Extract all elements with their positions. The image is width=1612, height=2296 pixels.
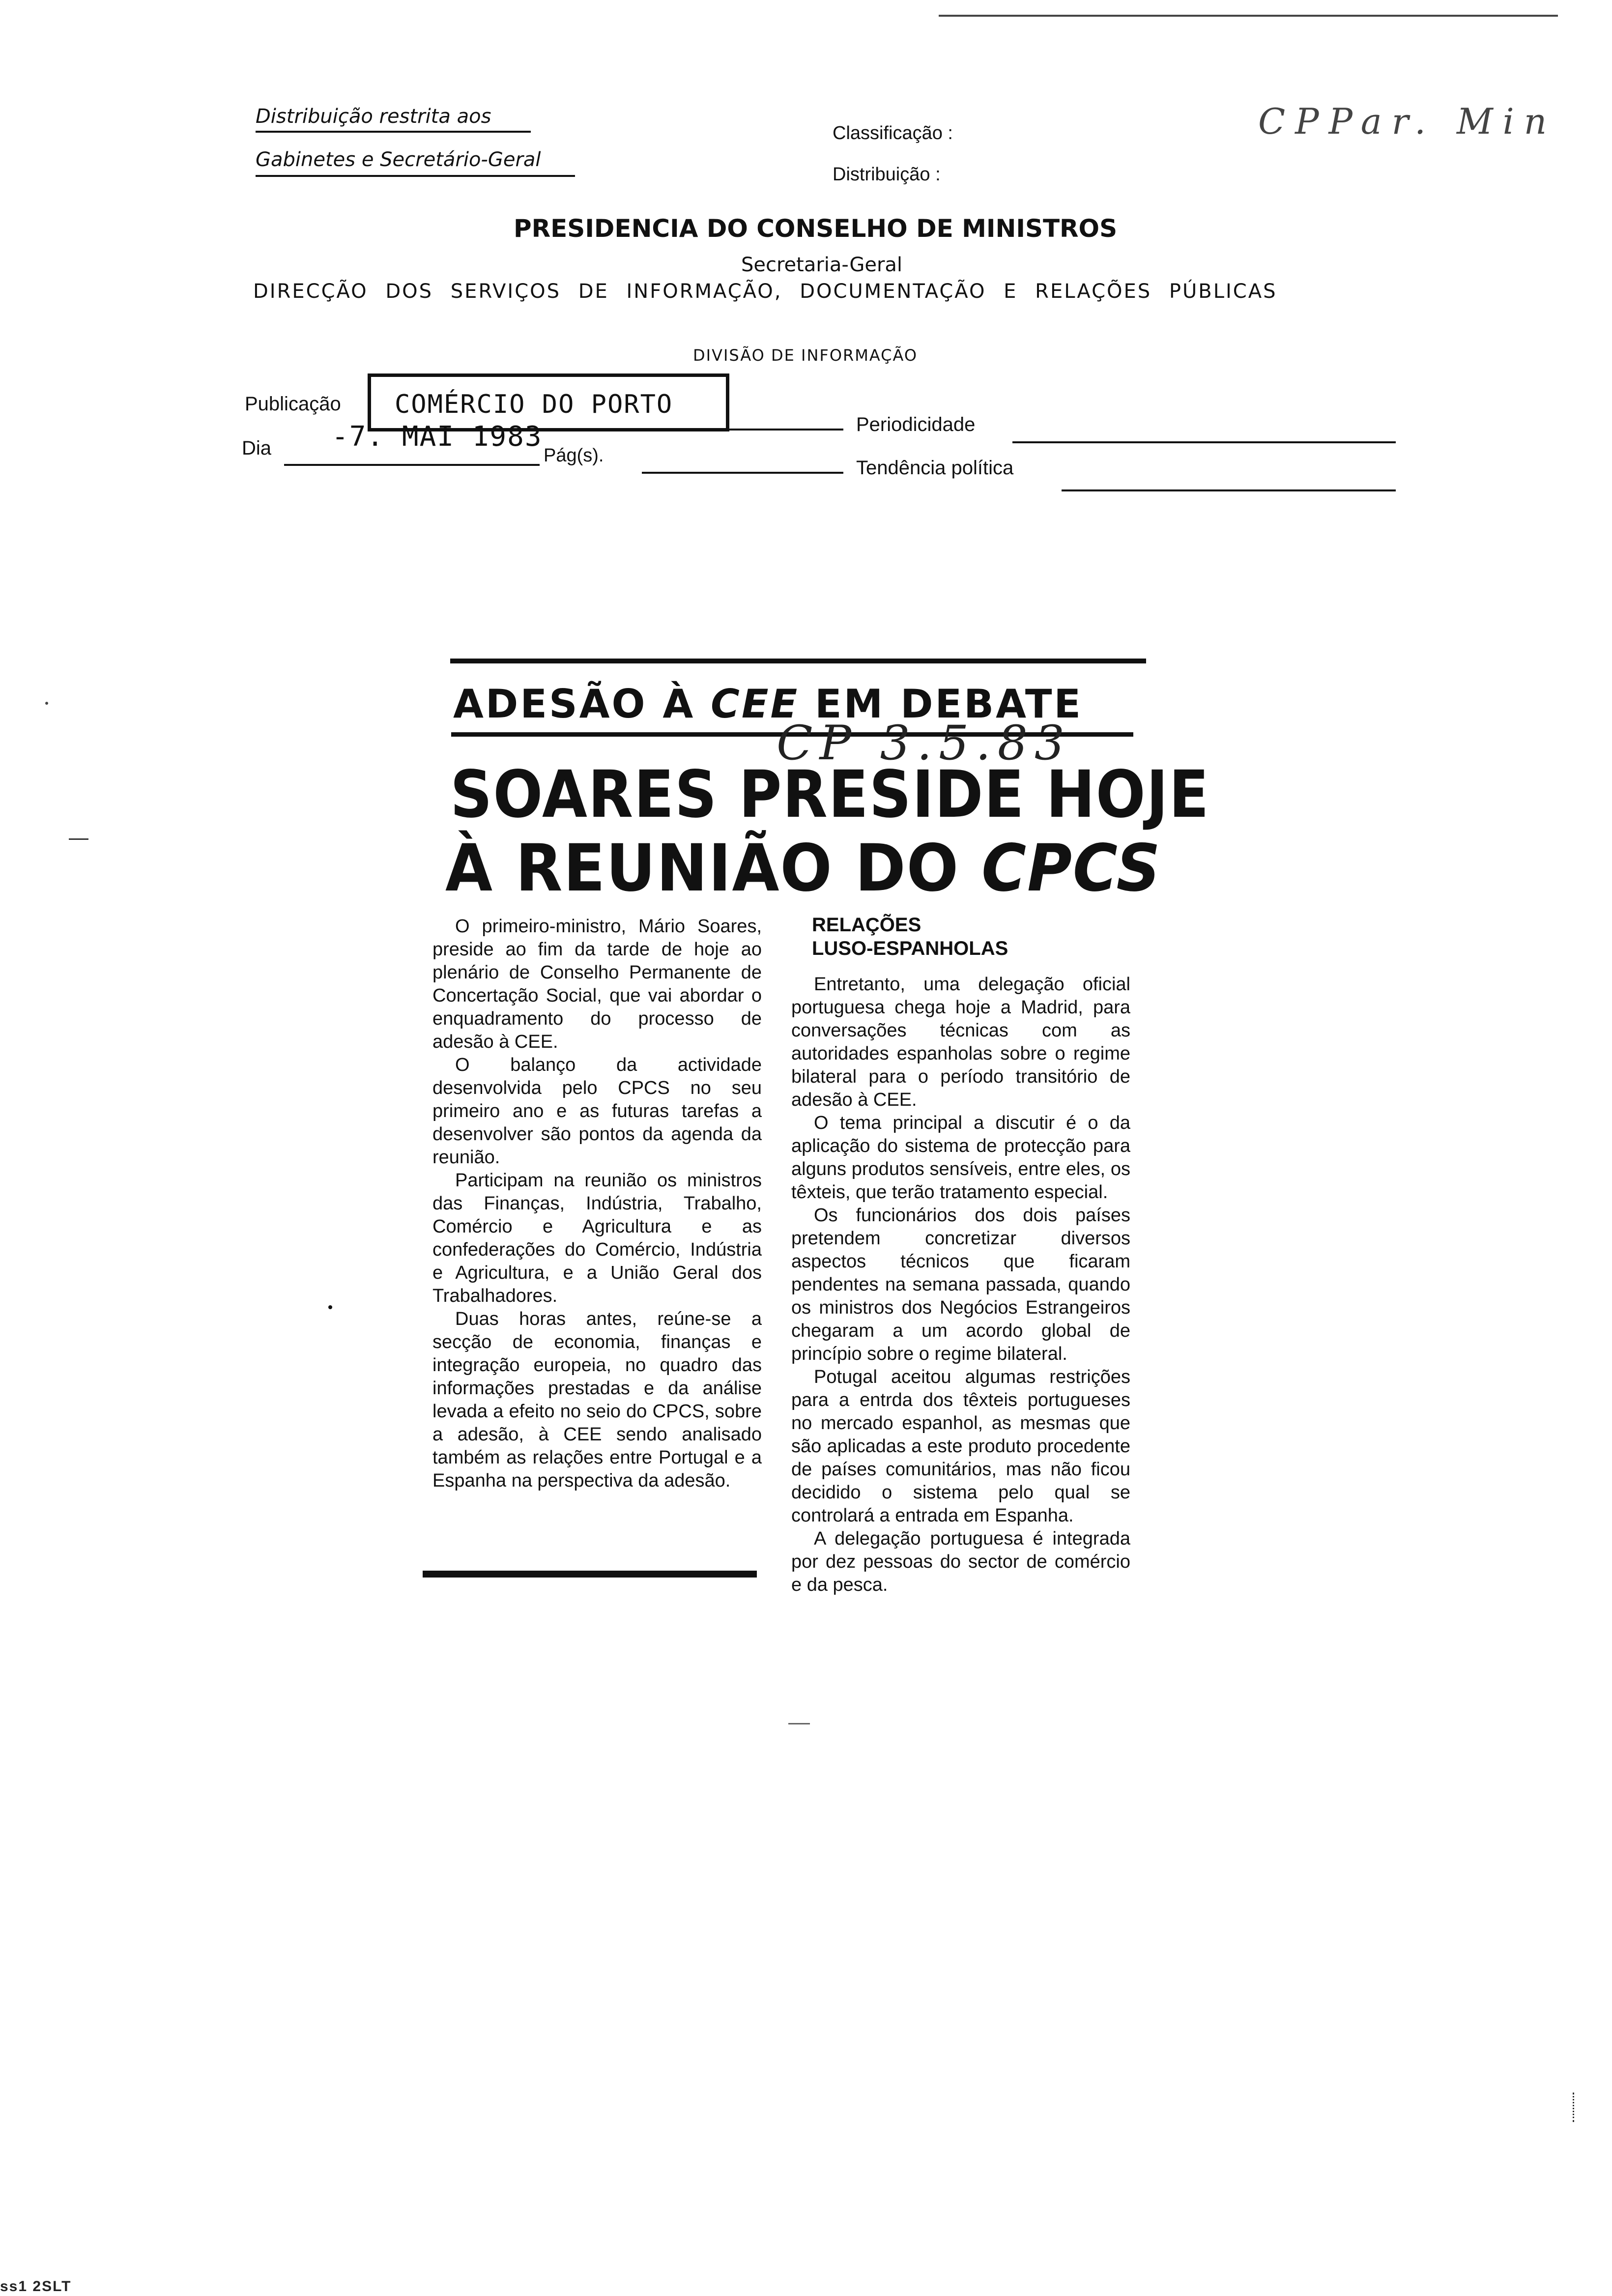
periodicidade-underline	[1012, 441, 1396, 443]
col1-paragraph: Participam na reunião os ministros das Finanças, Indústria, Trabalho, Comércio e Agricultura e as confederações do Comércio, Indústria e Agricultura, e a União Geral dos Trabalhadores.	[432, 1170, 762, 1306]
article-headline-line-2	[445, 831, 1161, 906]
scan-mark-left	[69, 838, 88, 840]
scan-dot	[328, 1305, 332, 1309]
pags-underline	[642, 472, 843, 474]
scan-mark-right	[1573, 2093, 1578, 2122]
dia-underline	[284, 464, 540, 466]
col2-subhead-line-2: LUSO-ESPANHOLAS	[812, 938, 1008, 959]
col2-paragraph: Os funcionários dos dois países pretendem concretizar diversos aspectos técnicos que ficaram pendentes na semana passada, quando os ministros dos Negócios Estrangeiros chegaram a um acordo global de princípio sobre o regime bilateral.	[791, 1205, 1130, 1364]
kicker-part-1: ADESÃO À	[453, 681, 711, 727]
pags-label: Pág(s).	[544, 445, 604, 466]
tendencia-underline	[1062, 489, 1396, 491]
publicacao-value: COMÉRCIO DO PORTO	[395, 390, 673, 419]
classificacao-label: Classificação :	[833, 123, 953, 144]
column-1-end-rule	[423, 1571, 757, 1578]
article-column-2	[791, 973, 1130, 1597]
dia-label: Dia	[242, 437, 272, 459]
col1-paragraph: O primeiro-ministro, Mário Soares, preside ao fim da tarde de hoje ao plenário de Conselho Permanente de Concertação Social, que vai abordar o enquadramento do processo de adesão à CEE.	[432, 916, 762, 1052]
col1-paragraph: O balanço da actividade desenvolvida pelo CPCS no seu primeiro ano e as futuras tarefas a desenvolver são pontos da agenda da reunião.	[432, 1055, 762, 1168]
headline-part-1: À REUNIÃO DO	[445, 831, 982, 906]
kicker-part-3: EM DEBATE	[799, 681, 1083, 727]
column-2-end-dash	[788, 1723, 810, 1724]
kicker-part-cee: CEE	[711, 681, 800, 727]
secretaria: Secretaria-Geral	[741, 254, 903, 276]
restriction-underline-2	[256, 175, 575, 177]
col2-paragraph: Entretanto, uma delegação oficial portuguesa chega hoje a Madrid, para conversações técnicas com as autoridades espanholas sobre o regime bilateral para o período transitório de adesão à CEE.	[791, 974, 1130, 1110]
col2-subhead	[812, 913, 1008, 960]
article-top-rule	[450, 659, 1146, 663]
org-title: PRESIDENCIA DO CONSELHO DE MINISTROS	[514, 214, 1118, 243]
distribuicao-label: Distribuição :	[833, 164, 941, 185]
restriction-line-2: Gabinetes e Secretário-Geral	[256, 148, 541, 171]
margin-mark: ss1 2SLT	[0, 2278, 72, 2295]
restriction-line-1: Distribuição restrita aos	[256, 105, 491, 128]
col2-subhead-line-1: RELAÇÕES	[812, 914, 921, 936]
article-column-1	[432, 915, 762, 1492]
handwritten-note: CPPar. Min	[1258, 101, 1557, 142]
scan-dot	[45, 702, 48, 705]
restriction-underline-1	[256, 131, 531, 133]
dia-value: -7. MAI 1983	[332, 421, 543, 453]
col2-paragraph: A delegação portuguesa é integrada por dez pessoas do sector de comércio e da pesca.	[791, 1528, 1130, 1595]
direccao: DIRECÇÃO DOS SERVIÇOS DE INFORMAÇÃO, DOCUMENTAÇÃO E RELAÇÕES PÚBLICAS	[253, 280, 1277, 303]
divisao: DIVISÃO DE INFORMAÇÃO	[693, 346, 918, 365]
headline-part-cpcs: CPCS	[981, 831, 1161, 906]
publicacao-label: Publicação	[245, 393, 341, 415]
col2-paragraph: Potugal aceitou algumas restrições para a entrda dos têxteis portugueses no mercado espanhol, as mesmas que são aplicadas a este produto procedente de países comunitários, mas não ficou decidido o sistema pelo qual se controlará a entrada em Espanha.	[791, 1367, 1130, 1526]
col1-paragraph: Duas horas antes, reúne-se a secção de economia, finanças e integração europeia, no quadro das informações prestadas e da análise levada a efeito no seio do CPCS, sobre a adesão, à CEE sendo analisado também as relações entre Portugal e a Espanha na perspectiva da adesão.	[432, 1309, 762, 1491]
article-headline-line-1: SOARES PRESIDE HOJE	[450, 757, 1210, 832]
periodicidade-label: Periodicidade	[856, 414, 976, 435]
col2-paragraph: O tema principal a discutir é o da aplicação do sistema de protecção para alguns produtos sensíveis, entre eles, os têxteis, que terão tratamento especial.	[791, 1113, 1130, 1203]
handwritten-date: CP 3.5.83	[777, 716, 1071, 771]
tendencia-label: Tendência política	[856, 457, 1014, 479]
top-scan-line	[939, 15, 1558, 17]
publicacao-underline	[729, 429, 843, 430]
